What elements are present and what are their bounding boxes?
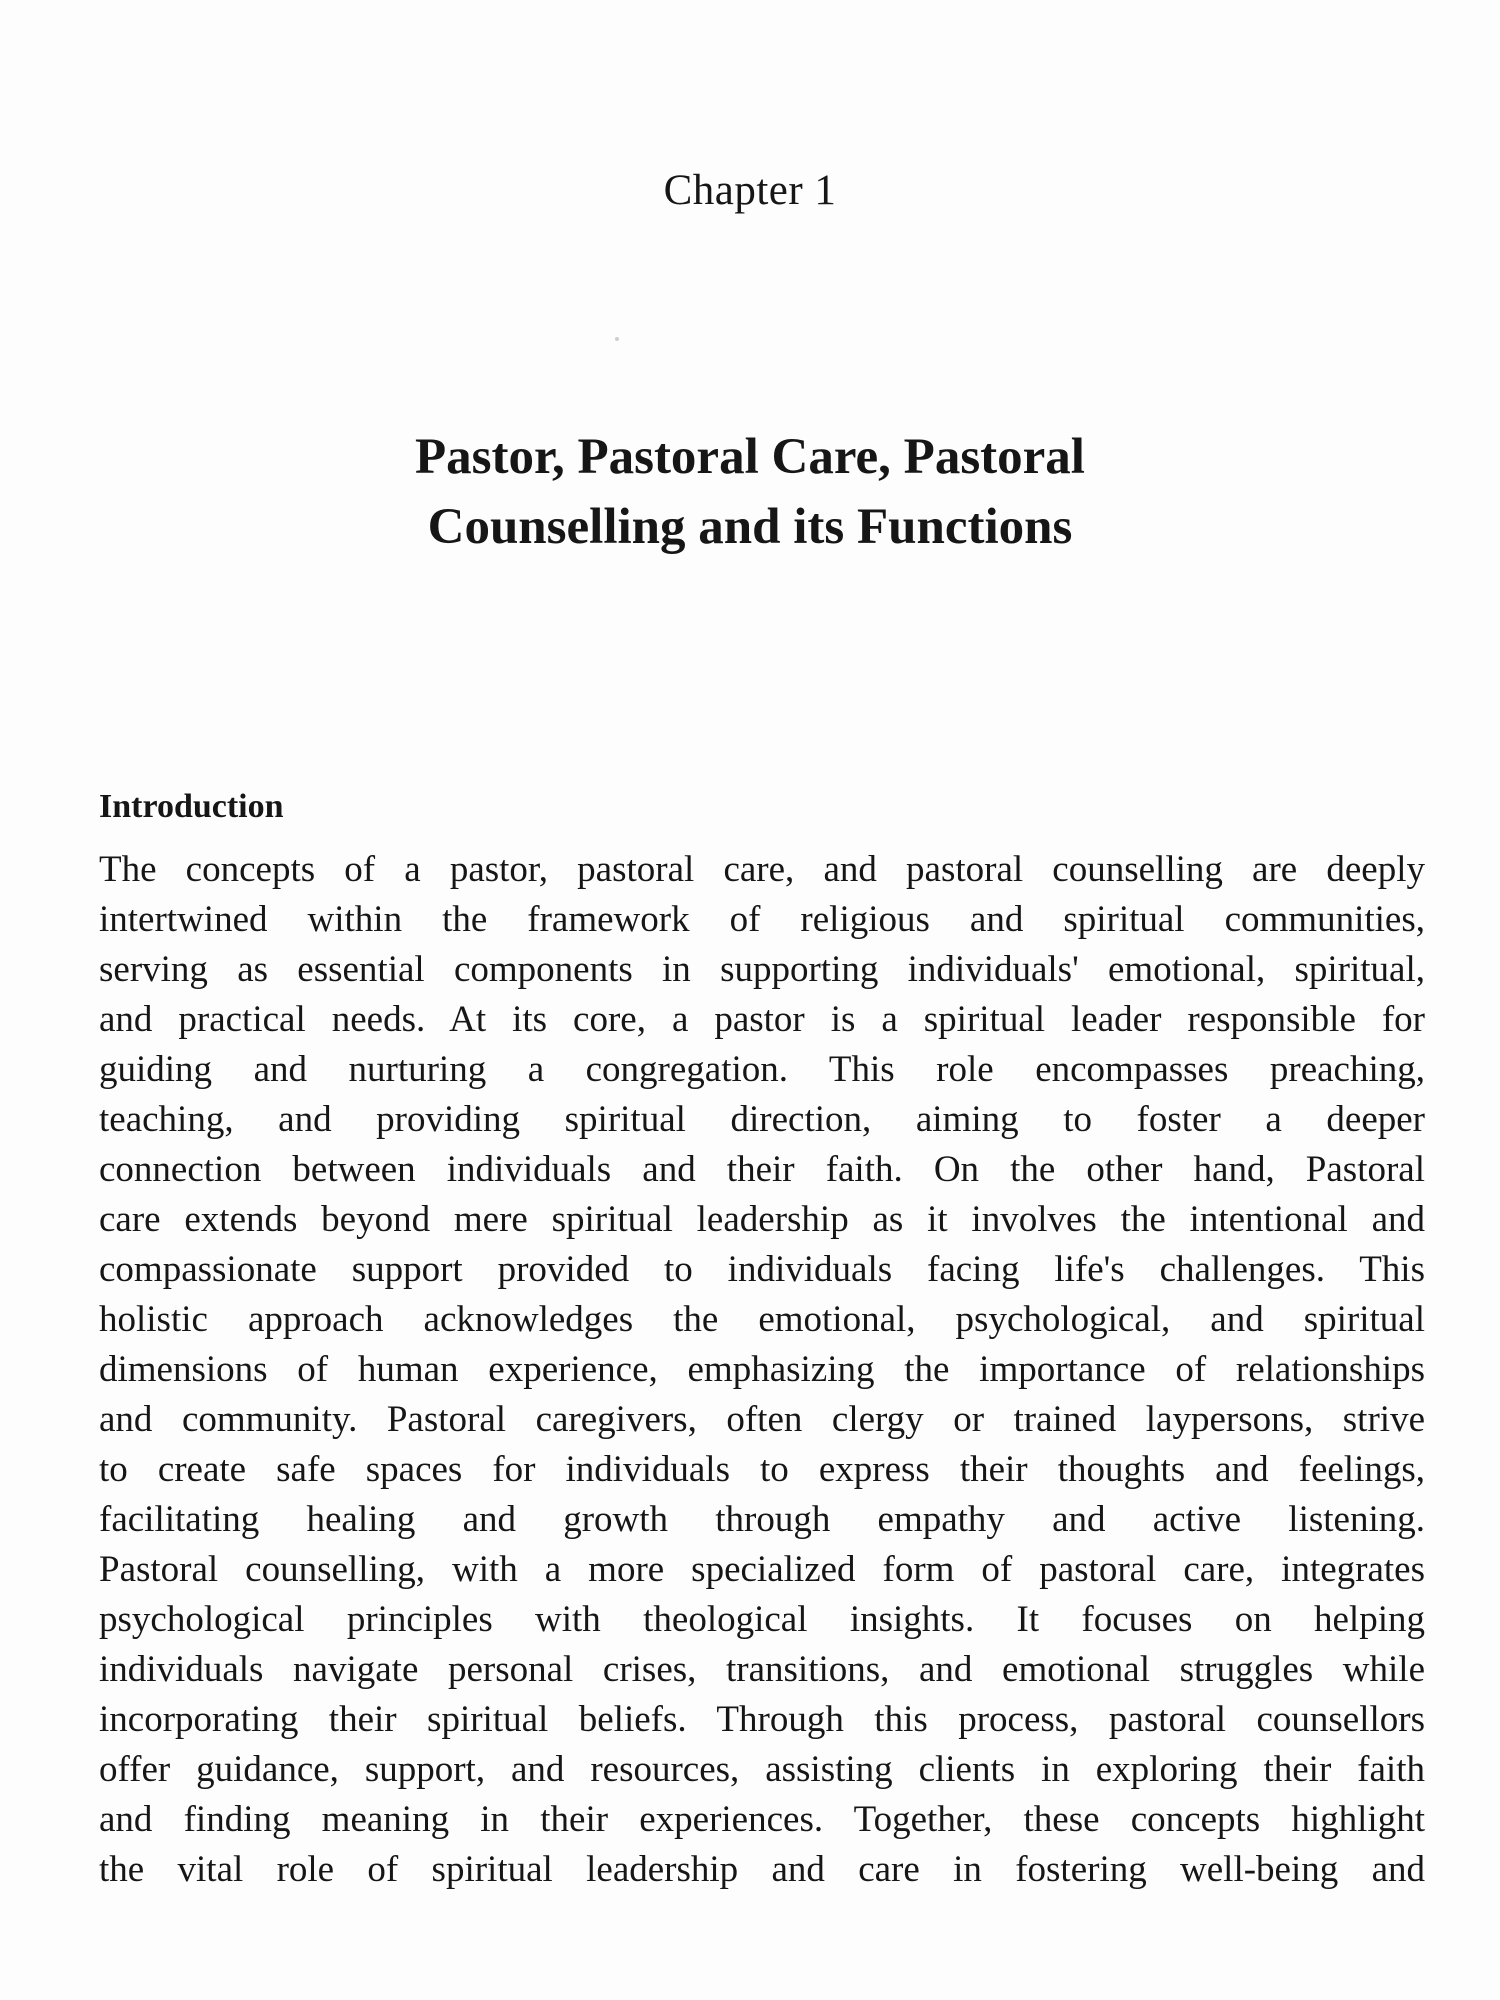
paragraph-line: and community. Pastoral caregivers, often clergy or trained laypersons, strive bbox=[99, 1399, 1425, 1440]
body-paragraph bbox=[99, 845, 1425, 1895]
paragraph-line: serving as essential components in supporting individuals' emotional, spiritual, bbox=[99, 949, 1425, 990]
paragraph-line: intertwined within the framework of religious and spiritual communities, bbox=[99, 899, 1425, 940]
paragraph-line: incorporating their spiritual beliefs. Through this process, pastoral counsellors bbox=[99, 1699, 1425, 1740]
paragraph-line: and finding meaning in their experiences. Together, these concepts highlight bbox=[99, 1799, 1425, 1840]
paragraph-line: dimensions of human experience, emphasizing the importance of relationships bbox=[99, 1349, 1425, 1390]
chapter-title bbox=[0, 422, 1500, 562]
paragraph-line: individuals navigate personal crises, transitions, and emotional struggles while bbox=[99, 1649, 1425, 1690]
paragraph-line: guiding and nurturing a congregation. This role encompasses preaching, bbox=[99, 1049, 1425, 1090]
paragraph-line: psychological principles with theological insights. It focuses on helping bbox=[99, 1599, 1425, 1640]
paragraph-line: teaching, and providing spiritual direction, aiming to foster a deeper bbox=[99, 1099, 1425, 1140]
chapter-title-line: Pastor, Pastoral Care, Pastoral bbox=[415, 429, 1085, 485]
paragraph-line: care extends beyond mere spiritual leadership as it involves the intentional and bbox=[99, 1199, 1425, 1240]
chapter-label: Chapter 1 bbox=[663, 167, 837, 214]
chapter-title-line: Counselling and its Functions bbox=[427, 499, 1073, 555]
print-speck bbox=[615, 337, 619, 341]
paragraph-line: and practical needs. At its core, a pastor is a spiritual leader responsible for bbox=[99, 999, 1425, 1040]
paragraph-line: compassionate support provided to individuals facing life's challenges. This bbox=[99, 1249, 1425, 1290]
paragraph-line: the vital role of spiritual leadership and care in fostering well-being and bbox=[99, 1849, 1425, 1890]
paragraph-line: holistic approach acknowledges the emotional, psychological, and spiritual bbox=[99, 1299, 1425, 1340]
paragraph-line: facilitating healing and growth through empathy and active listening. bbox=[99, 1499, 1425, 1540]
paragraph-line: connection between individuals and their faith. On the other hand, Pastoral bbox=[99, 1149, 1425, 1190]
section-heading: Introduction bbox=[99, 788, 284, 825]
paragraph-line: offer guidance, support, and resources, assisting clients in exploring their faith bbox=[99, 1749, 1425, 1790]
paragraph-line: The concepts of a pastor, pastoral care, and pastoral counselling are deeply bbox=[99, 849, 1425, 890]
paragraph-line: Pastoral counselling, with a more specialized form of pastoral care, integrates bbox=[99, 1549, 1425, 1590]
paragraph-line: to create safe spaces for individuals to express their thoughts and feelings, bbox=[99, 1449, 1425, 1490]
